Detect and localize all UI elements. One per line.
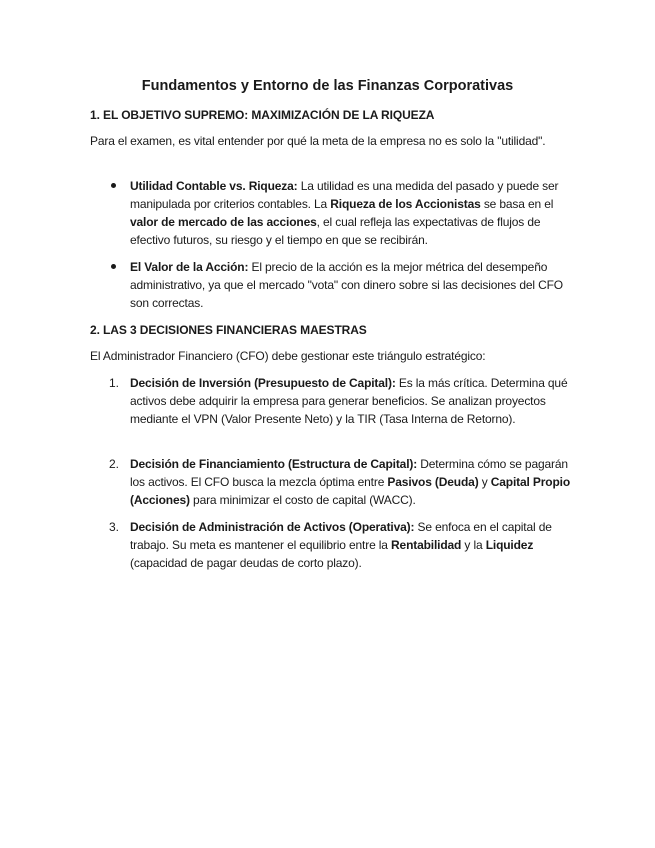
bullet-item-valor-accion — [130, 258, 570, 312]
section-1-intro: Para el examen, es vital entender por qué la meta de la empresa no es solo la "utilidad". — [90, 134, 546, 148]
item-text: para minimizar el costo de capital (WACC). — [189, 493, 416, 507]
item-text: y la — [461, 538, 486, 552]
list-number: 3. — [109, 520, 120, 534]
item-label: Decisión de Financiamiento (Estructura de Capital): — [130, 457, 418, 471]
section-2-intro: El Administrador Financiero (CFO) debe gestionar este triángulo estratégico: — [90, 349, 486, 363]
list-item-financiamiento — [130, 455, 570, 509]
list-item-administracion-activos — [130, 518, 570, 572]
bold-term: Liquidez — [485, 538, 534, 552]
bold-term: Riqueza de los Accionistas — [330, 197, 481, 211]
bullet-text: , el cual refleja las expectativas de flujos de efectivo futuros, su riesgo y el tiempo en que se recibirán. — [130, 215, 541, 247]
list-number: 2. — [109, 457, 120, 471]
bullet-text: La utilidad es una medida del pasado y puede ser manipulada por criterios contables. La — [130, 179, 559, 211]
item-label: Decisión de Inversión (Presupuesto de Capital): — [130, 376, 396, 390]
section-2-heading: 2. LAS 3 DECISIONES FINANCIERAS MAESTRAS — [90, 323, 367, 337]
list-number: 1. — [109, 376, 120, 390]
item-text: Determina cómo se pagarán los activos. El CFO busca la mezcla óptima entre — [130, 457, 568, 489]
item-text: (capacidad de pagar deudas de corto plazo). — [130, 556, 362, 570]
section-1-heading: 1. EL OBJETIVO SUPREMO: MAXIMIZACIÓN DE LA RIQUEZA — [90, 108, 435, 122]
bullet-item-utilidad — [130, 177, 570, 249]
document-title: Fundamentos y Entorno de las Finanzas Corporativas — [141, 78, 514, 94]
bullet-dot — [111, 183, 116, 188]
bullet-label: El Valor de la Acción: — [130, 260, 249, 274]
bullet-dot — [111, 264, 116, 269]
bold-term: valor de mercado de las acciones — [130, 215, 317, 229]
bullet-label: Utilidad Contable vs. Riqueza: — [130, 179, 298, 193]
item-text: y — [478, 475, 491, 489]
item-text: Se enfoca en el capital de trabajo. Su meta es mantener el equilibrio entre la — [130, 520, 552, 552]
bullet-text: El precio de la acción es la mejor métrica del desempeño administrativo, ya que el mercado "vota" con dinero sobre si las decisiones del CFO son correctas. — [130, 260, 563, 310]
item-label: Decisión de Administración de Activos (Operativa): — [130, 520, 415, 534]
bold-term: Pasivos (Deuda) — [387, 475, 479, 489]
bold-term: Capital Propio (Acciones) — [130, 475, 571, 507]
item-text: Es la más crítica. Determina qué activos debe adquirir la empresa para generar beneficios. Se analizan proyectos mediante el VPN (Valor Presente Neto) y la TIR (Tasa Interna de Retorno). — [130, 376, 568, 426]
bold-term: Rentabilidad — [391, 538, 462, 552]
bullet-text: se basa en el — [480, 197, 554, 211]
list-item-inversion — [130, 374, 570, 428]
